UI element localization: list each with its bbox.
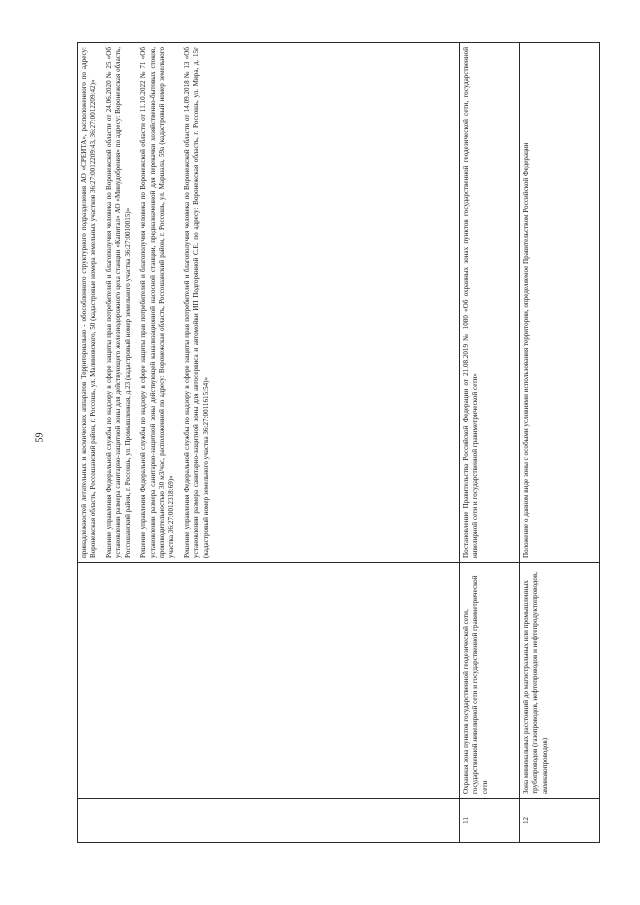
zone-name: Охранная зона пунктов государственной геодезической сети, государственной нивелирной сети и государственной гравиметрической сети xyxy=(460,563,520,799)
legal-basis-cell xyxy=(520,43,600,563)
zone-name: Зона минимальных расстояний до магистральных или промышленных трубопроводов (газопроводов, нефтепроводов и нефтепродуктопроводов, аммиакопроводов) xyxy=(520,563,600,799)
zones-table xyxy=(77,42,600,843)
legal-basis-paragraph: Решение управления Федеральной службы по надзору в сфере защиты прав потребителей и благополучия человека по Воронежской области от 24.06.2020 № 25 «Об установлении размера санитарно-защитной зоны для действующего железнодорожного цеха станции «Капитал» АО «Минудобрения» по адресу: Воронежская область, Россошанский район, г. Россошь, ул. Промышленная, д.23 (кадастровый номер земельного участка 36:27:0010015)» xyxy=(104,47,132,558)
legal-basis-cell xyxy=(460,43,520,563)
legal-basis-paragraph: принадлежностей летательных и космических аппаратов Территориально - обособленного структурного подразделения АО «СРЕИТА», расположенного по адресу: Воронежская область, Россошанский район, г. Россошь, ул. Малиновского, 50 (кадастровые номера земельных участков 36:27:0012209:43, 36:27:0012209:42)» xyxy=(80,47,98,558)
legal-basis-paragraph: Постановление Правительства Российской Федерации от 21.08.2019 № 1080 «Об охранных зонах пунктов государственной геодезической сети, государственной нивелирной сети и государственной гравиметрической сети» xyxy=(462,47,480,558)
row-number xyxy=(78,799,460,843)
table-row xyxy=(520,43,600,843)
row-number: 11 xyxy=(460,799,520,843)
rotated-table-wrapper xyxy=(77,43,599,843)
table-row xyxy=(460,43,520,843)
row-number: 12 xyxy=(520,799,600,843)
legal-basis-paragraph: Решение управления Федеральной службы по надзору в сфере защиты прав потребителей и благополучия человека по Воронежской области от 14.09.2018 № 13 «Об установлении размера санитарно-защитной зоны для автосервиса и автомойки ИП Подгорянной С.Е. по адресу: Воронежская область, г. Россошь, ул. Мира, д. 15г (кадастровый номер земельного участка 36:27:0011615:54)» xyxy=(182,47,210,558)
legal-basis-paragraph: Положение о данном виде зоны с особыми условиями использования территории, определяемое Правительством Российской Федерации xyxy=(522,142,530,558)
zone-name xyxy=(78,563,460,799)
table-row xyxy=(78,43,460,843)
legal-basis-paragraph: Решение управления Федеральной службы по надзору в сфере защиты прав потребителей и благополучия человека по Воронежской области от 11.10.2022 № 71 «Об установлении размера санитарно-защитной зоны действующей канализационной насосной станции, предназначенной для перекачки хозяйственно-бытовых стоков, производительностью 30 м3/час, расположенной по адресу: Воронежская область, Россошанский район, г. Россошь, ул. Маршала, 59а (кадастровый номер земельного участка 36:27:0012318:69)» xyxy=(139,47,176,558)
legal-basis-cell xyxy=(78,43,460,563)
page-number: 59 xyxy=(34,432,46,443)
